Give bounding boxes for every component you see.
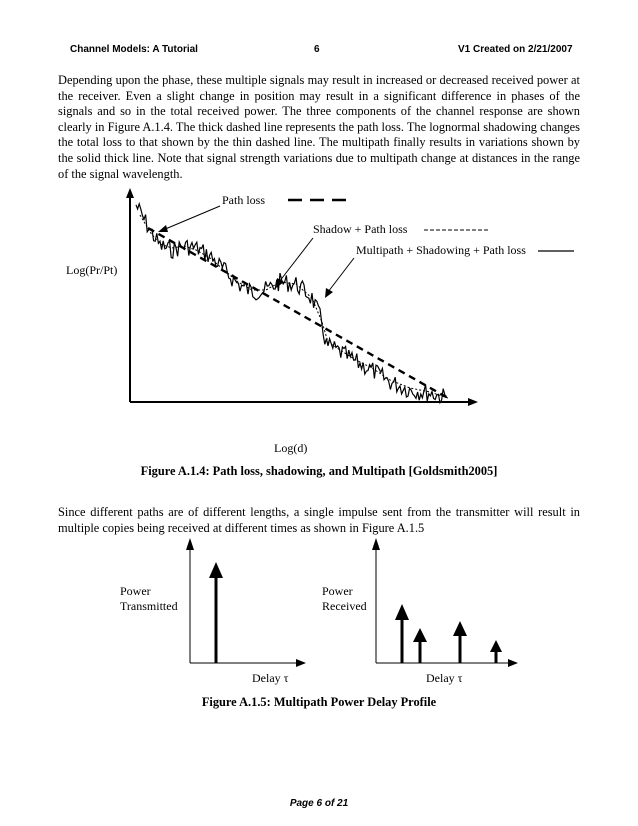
fig2-right-y-arrow bbox=[372, 538, 380, 550]
y-axis-arrow bbox=[126, 188, 134, 198]
page-footer: Page 6 of 21 bbox=[289, 798, 349, 809]
pointer-shadow bbox=[279, 238, 313, 282]
y-axis-label: Log(Pr/Pt) bbox=[66, 263, 118, 277]
x-axis-label: Log(d) bbox=[274, 441, 308, 455]
header-title: Channel Models: A Tutorial bbox=[70, 44, 198, 55]
transmitted-impulse-head bbox=[209, 562, 223, 578]
received-impulse-1-head bbox=[395, 604, 409, 620]
figure2-caption: Figure A.1.5: Multipath Power Delay Profile bbox=[201, 695, 437, 709]
header-page-number: 6 bbox=[314, 44, 320, 55]
right-delay-label: Delay τ bbox=[426, 671, 463, 685]
power-transmitted-label-line1: Power bbox=[120, 584, 151, 598]
power-transmitted-label-line2: Transmitted bbox=[120, 599, 178, 613]
header-version: V1 Created on 2/21/2007 bbox=[458, 44, 573, 55]
figure1-caption: Figure A.1.4: Path loss, shadowing, and Multipath [Goldsmith2005] bbox=[140, 464, 498, 478]
pointer-multipath-head bbox=[325, 288, 333, 298]
x-axis-arrow bbox=[468, 398, 478, 406]
received-impulse-2-head bbox=[413, 628, 427, 642]
fig2-right-x-arrow bbox=[508, 659, 518, 667]
power-received-label-line2: Received bbox=[322, 599, 367, 613]
received-impulse-4-head bbox=[490, 640, 502, 652]
pointer-path-loss-head bbox=[158, 225, 168, 232]
legend-shadow-label: Shadow + Path loss bbox=[313, 222, 408, 236]
legend-path-loss-label: Path loss bbox=[222, 193, 266, 207]
pointer-multipath bbox=[328, 258, 354, 292]
power-received-label-line1: Power bbox=[322, 584, 353, 598]
pointer-path-loss bbox=[163, 206, 220, 230]
fig2-left-y-arrow bbox=[186, 538, 194, 550]
left-delay-label: Delay τ bbox=[252, 671, 289, 685]
paragraph-impulse: Since different paths are of different lengths, a single impulse sent from the transmitter will result in multiple copies being received at different times as shown in Figure A.1.5 bbox=[58, 505, 580, 535]
paragraph-multipath-phase: Depending upon the phase, these multiple signals may result in increased or decreased received power at the receiver. Even a slight change in position may result in a significant difference in phases of the signals and so in the total received power. The three components of the channel response are shown clearly in Figure A.1.4. The thick dashed line represents the path loss. The lognormal shadowing changes the total loss to that shown by the thin dashed line. The multipath finally results in variations shown by the solid thick line. Note that signal strength variations due to multipath change at distances in the range of the signal wavelength. bbox=[58, 73, 580, 181]
fig2-left-x-arrow bbox=[296, 659, 306, 667]
legend-multipath-label: Multipath + Shadowing + Path loss bbox=[356, 243, 526, 257]
received-impulse-3-head bbox=[453, 621, 467, 636]
